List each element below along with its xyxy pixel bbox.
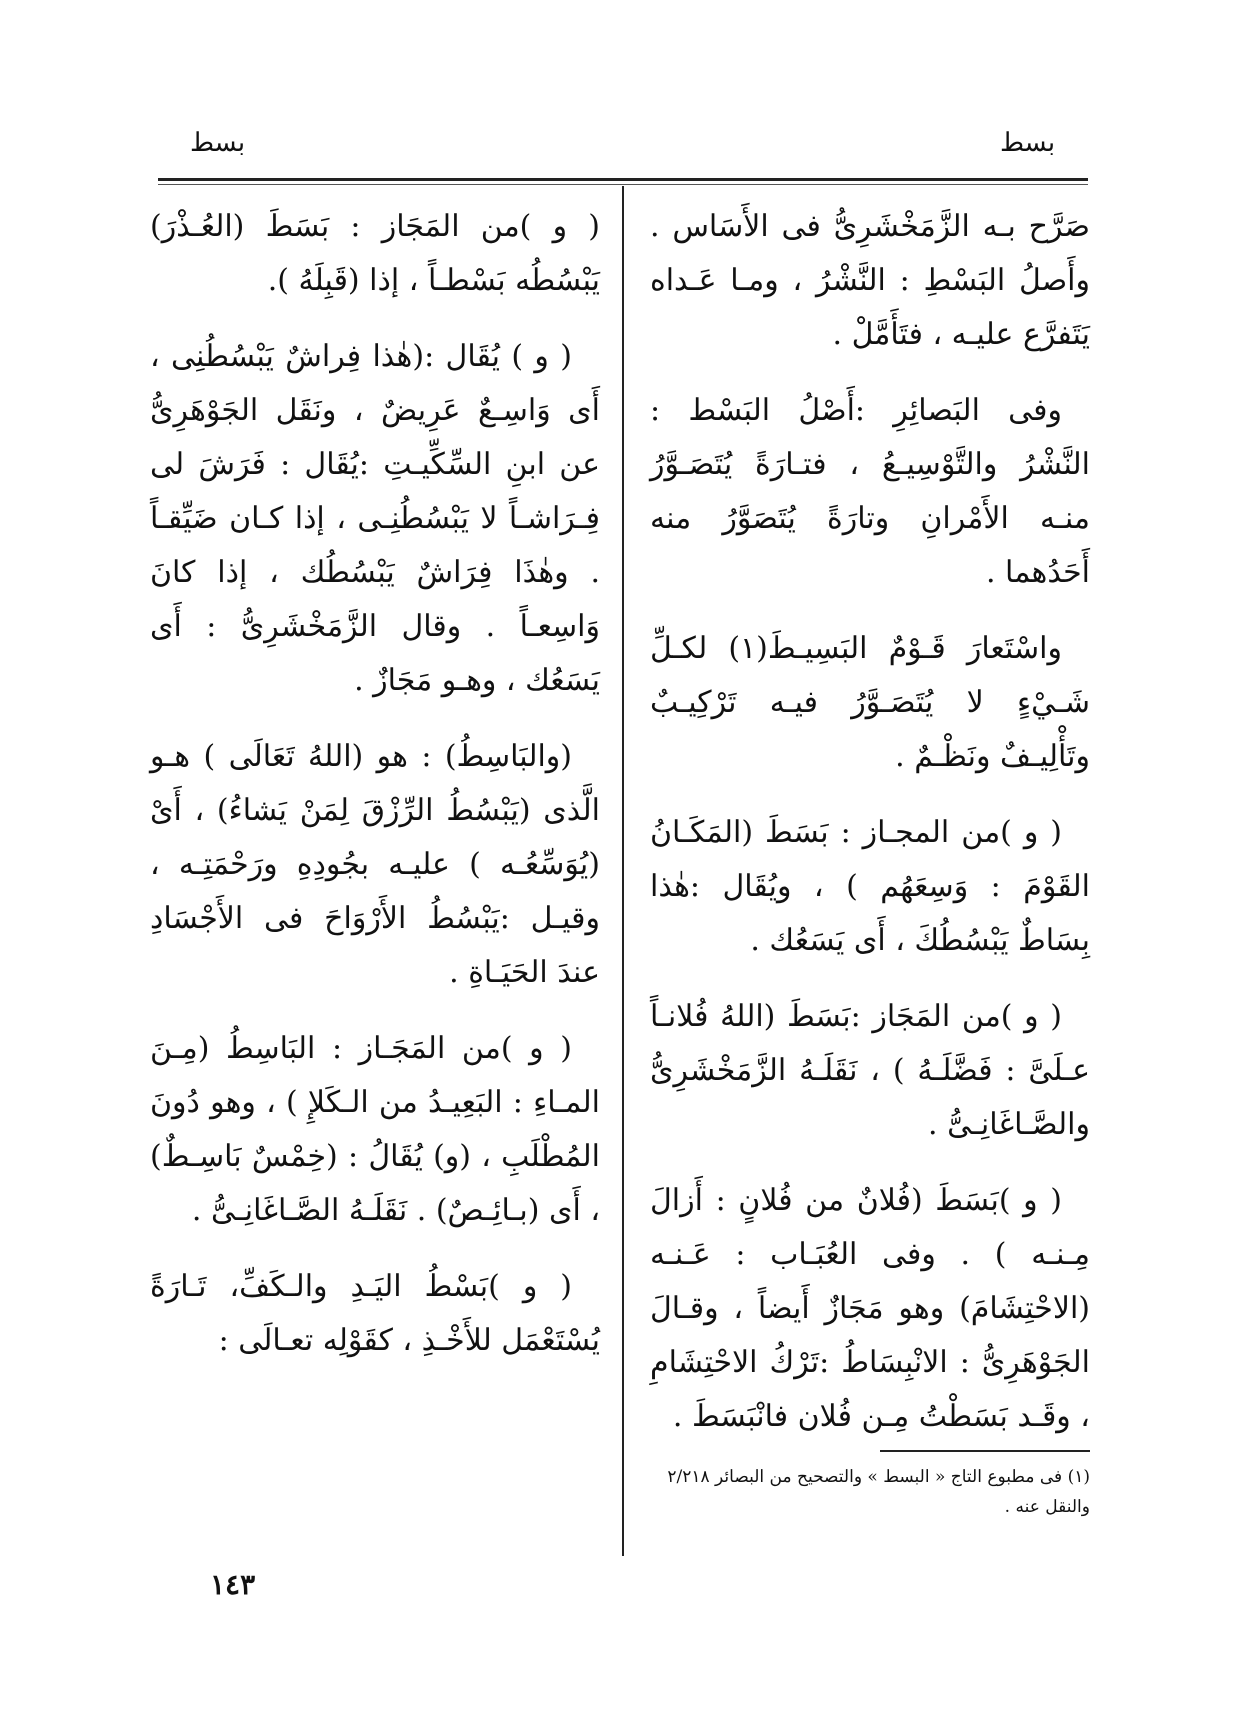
page-header-left: بسط (190, 128, 246, 158)
paragraph: وفى البَصائِرِ :أَصْلُ البَسْط : النَّشْرُ والتَّوْسِيـعُ ، فتـارَةً يُتَصَـوَّرُ منـه الأَمْرانِ وتارَةً يُتَصَوَّرُ منه أَحَدُهما . (650, 393, 1090, 590)
paragraph: ( و )من المَجَاز :بَسَطَ (اللهُ فُلانـاً عـلَىَّ : فَضَّلَـهُ ) ، نَقَلَـهُ الزَّمَخْشَرِىُّ والصَّـاغَانِـىُّ . (650, 999, 1090, 1142)
paragraph: ( و )من المَجَـاز : البَاسِطُ (مِـنَ المـاءِ : البَعِيـدُ من الـكَلإِ ) ، وهو دُونَ المُطْلَبِ ، (و) يُقَالُ : (خِمْسٌ بَاسِـطٌ) ، أَى (بـائِـصٌ) . نَقَلَـهُ الصَّـاغَانِـىُّ . (150, 1031, 600, 1228)
footnote-rule (880, 1450, 1090, 1452)
page-header-right: بسط (1000, 128, 1056, 158)
paragraph: صَرَّح بـه الزَّمَخْشَرِىُّ فى الأَسَاس . وأَصلُ البَسْطِ : النَّشْرُ ، ومـا عَـداه يَتَفرَّع عليـه ، فتَأَمَّلْ . (650, 209, 1090, 352)
column-divider (622, 186, 624, 1556)
paragraph: واسْتَعارَ قَـوْمٌ البَسِيـطَ(١) لكـلِّ شَـيْءٍ لا يُتَصَـوَّرُ فيـه تَرْكِيـبٌ وتَأْلِيـفٌ ونَظْـمٌ . (650, 631, 1090, 774)
page-number: ١٤٣ (210, 1568, 256, 1601)
paragraph: ( و )بَسَطَ (فُلانٌ من فُلانٍ : أَزالَ مِـنـه ) . وفى العُبَـاب : عَـنـه (الاحْتِشَامَ) وهو مَجَازٌ أَيضاً ، وقـالَ الجَوْهَرِىُّ : الانْبِسَاطُ :تَرْكُ الاحْتِشَامِ ، وقَـد بَسَطْتُ مِـن فُلان فانْبَسَطَ . (650, 1183, 1090, 1434)
header-rule (158, 178, 1088, 181)
right-column (650, 200, 1090, 1466)
paragraph: ( و )بَسْطُ اليَـدِ والـكَفِّ، تَـارَةً يُسْتَعْمَل للأَخْـذِ ، كقَوْلِه تعـالَى : (150, 1269, 600, 1358)
header-rule-thin (158, 184, 1088, 185)
paragraph: ( و )من المَجَاز : بَسَطَ (العُـذْرَ) يَبْسُطُه بَسْطـاً ، إذا (قَبِلَهُ ). (150, 209, 600, 298)
paragraph: ( و ) يُقَال :(هٰذا فِراشٌ يَبْسُطُنِى ، أَى وَاسِـعٌ عَرِيضٌ ، ونَقَل الجَوْهَرِىُّ عن ابنِ السِّكِّيـتِ :يُقَال : فَرَشَ لى فِـرَاشـاً لا يَبْسُطُنِـى ، إذا كـان ضَيِّقـاً . وهٰذَا فِرَاشٌ يَبْسُطُك ، إذا كانَ وَاسِعـاً . وقال الزَّمَخْشَرِىُّ : أَى يَسَعُك ، وهـو مَجَازٌ . (150, 339, 600, 698)
left-column (150, 200, 600, 1390)
paragraph: ( و )من المجـاز : بَسَطَ (المَكَـانُ القَوْمَ : وَسِعَهُم ) ، ويُقَال :هٰذا بِسَاطٌ يَبْسُطُكَ ، أَى يَسَعُك . (650, 815, 1090, 958)
paragraph: (والبَاسِطُ) : هو (اللهُ تَعَالَى ) هـو الَّذى (يَبْسُطُ الرِّزْقَ لِمَنْ يَشاءُ) ، أَىْ (يُوَسِّعُـه ) عليـه بجُودِهِ ورَحْمَتِـه ، وقيـل :يَبْسُطُ الأَرْوَاحَ فى الأَجْسَادِ عندَ الحَيَـاةِ . (150, 739, 600, 990)
footnote: (١) فى مطبوع التاج « البسط » والتصحيح من البصائر ٢/٢١٨ والنقل عنه . (667, 1467, 1090, 1517)
